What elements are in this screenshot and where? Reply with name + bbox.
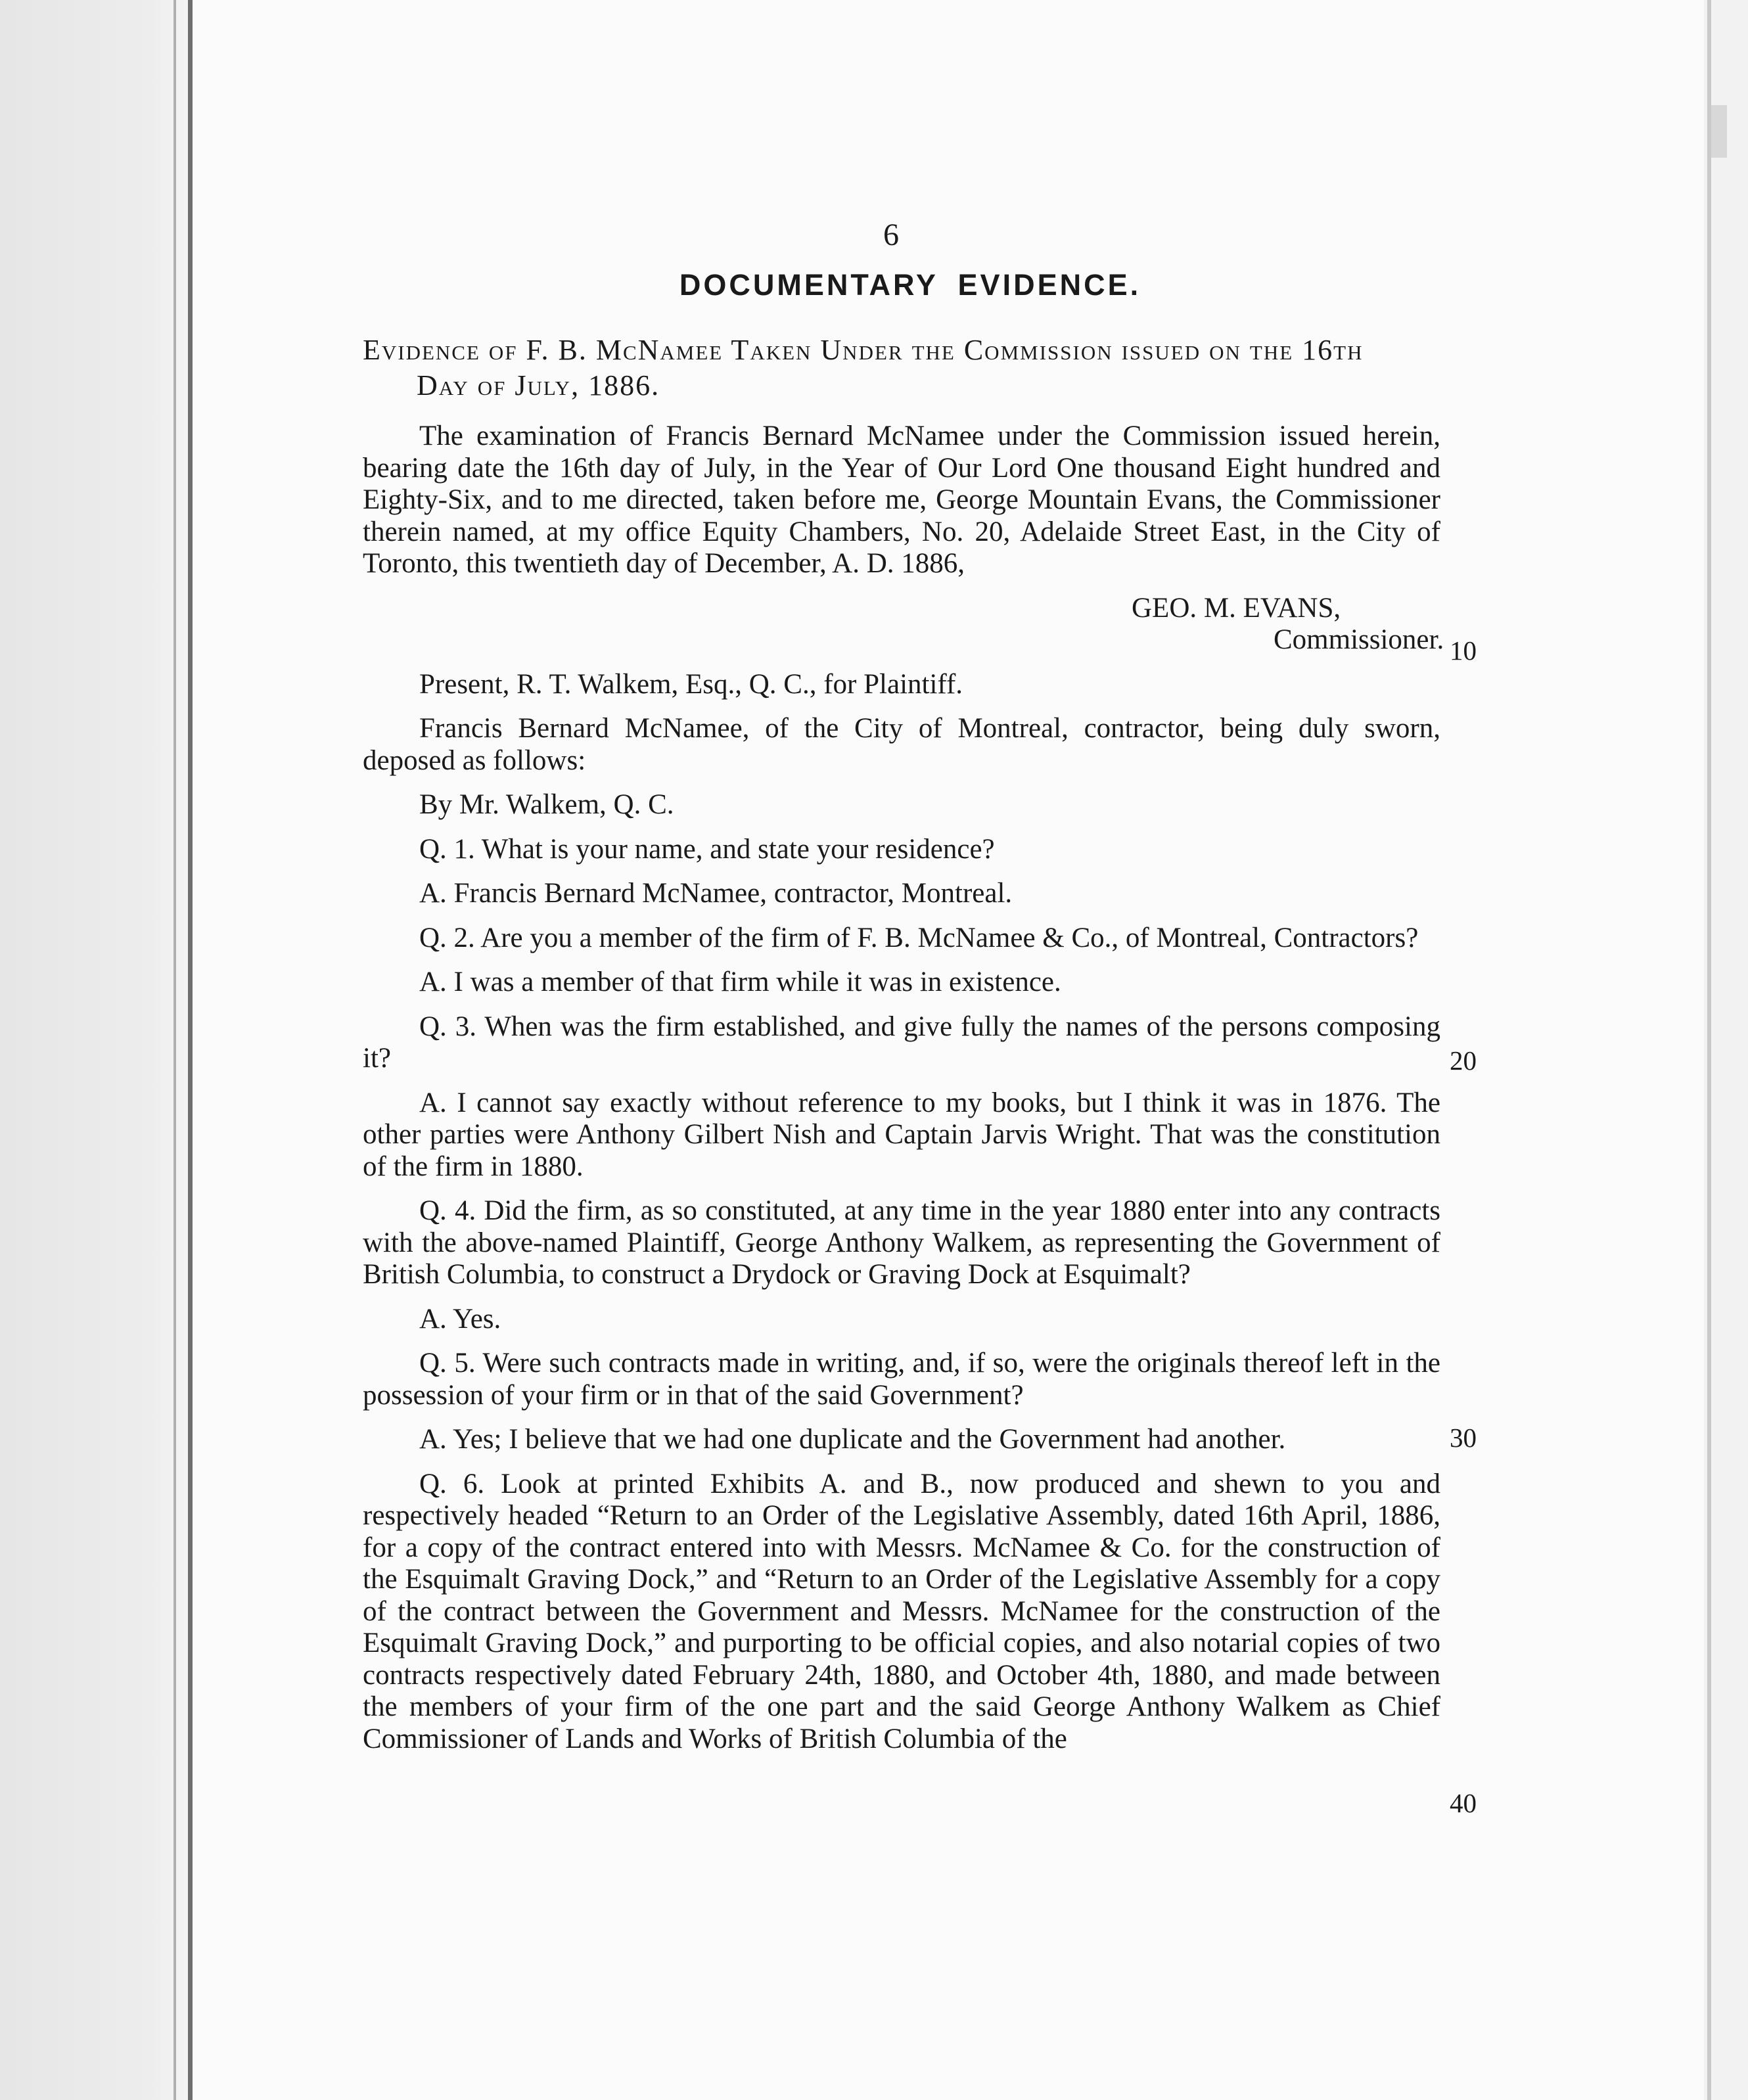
question-6: Q. 6. Look at printed Exhibits A. and B., now produced and shewn to you and respectively headed “Return to an Order of the Legislative Assembly, dated 16th April, 1886, for a copy of the contract entered into with Messrs. McNamee & Co. for the construction of the Esquimalt Graving Dock,” and “Return to an Order of the Legislative Assembly for a copy of the contract between the Government and Messrs. McNamee for the construction of the Esquimalt Graving Dock,” and purporting to be official copies, and also notarial copies of two contracts respectively dated February 24th, 1880, and October 4th, 1880, and made between the members of your firm of the one part and the said George Anthony Walkem as Chief Commissioner of Lands and Works of British Columbia of the	[363, 1468, 1440, 1754]
question-2: Q. 2. Are you a member of the firm of F. B. McNamee & Co., of Montreal, Contractors?	[419, 922, 1419, 953]
examiner-line: By Mr. Walkem, Q. C.	[419, 789, 674, 820]
caption-line-2: Day of July, 1886.	[417, 369, 660, 401]
caption-line-1: Evidence of F. B. McNamee Taken Under the Commission issued on the 16th	[363, 334, 1364, 366]
question-3: Q. 3. When was the firm established, and give fully the names of the persons composing it?	[363, 1011, 1440, 1074]
answer-4: A. Yes.	[419, 1303, 501, 1335]
answer-1: A. Francis Bernard McNamee, contractor, Montreal.	[419, 878, 1013, 909]
question-5: Q. 5. Were such contracts made in writing, and, if so, were the originals thereof left in the possession of your firm or in that of the said Government?	[363, 1348, 1440, 1411]
document-body	[363, 421, 1444, 1755]
spine-fold-line	[173, 0, 176, 2100]
present-line: Present, R. T. Walkem, Esq., Q. C., for Plaintiff.	[419, 668, 963, 700]
page-number: 6	[883, 217, 899, 252]
line-number-30: 30	[1450, 1423, 1477, 1453]
line-number-20: 20	[1450, 1045, 1477, 1076]
question-1: Q. 1. What is your name, and state your residence?	[419, 833, 995, 865]
page-edge-notch	[1711, 105, 1727, 158]
line-number-10: 10	[1450, 635, 1477, 666]
page-gutter-line	[188, 0, 193, 2100]
commissioner-signature: GEO. M. EVANS,	[1132, 592, 1341, 624]
answer-5: A. Yes; I believe that we had one duplicate and the Government had another.	[419, 1424, 1286, 1455]
question-4: Q. 4. Did the firm, as so constituted, at any time in the year 1880 enter into any contracts with the above-named Plaintiff, George Anthony Walkem, as representing the Government of British Columbia, to construct a Drydock or Graving Dock at Esquimalt?	[363, 1195, 1440, 1290]
line-number-40: 40	[1450, 1788, 1477, 1818]
examination-paragraph: The examination of Francis Bernard McNamee under the Commission issued herein, bearing date the 16th day of July, in the Year of Our Lord One thousand Eight hundred and Eighty-Six, and to me directed, taken before me, George Mountain Evans, the Commissioner therein named, at my office Equity Chambers, No. 20, Adelaide Street East, in the City of Toronto, this twentieth day of December, A. D. 1886,	[363, 421, 1440, 579]
commissioner-title: Commissioner.	[1274, 624, 1444, 655]
answer-3: A. I cannot say exactly without reference to my books, but I think it was in 1876. The other parties were Anthony Gilbert Nish and Captain Jarvis Wright. That was the constitution of the firm in 1880.	[363, 1087, 1440, 1182]
answer-2: A. I was a member of that firm while it was in existence.	[419, 967, 1061, 997]
sworn-paragraph: Francis Bernard McNamee, of the City of Montreal, contractor, being duly sworn, deposed as follows:	[363, 713, 1440, 776]
evidence-caption	[363, 332, 1440, 403]
document-heading: DOCUMENTARY EVIDENCE.	[679, 268, 1141, 302]
book-spine	[0, 0, 191, 2100]
page-edge	[1707, 0, 1711, 2100]
